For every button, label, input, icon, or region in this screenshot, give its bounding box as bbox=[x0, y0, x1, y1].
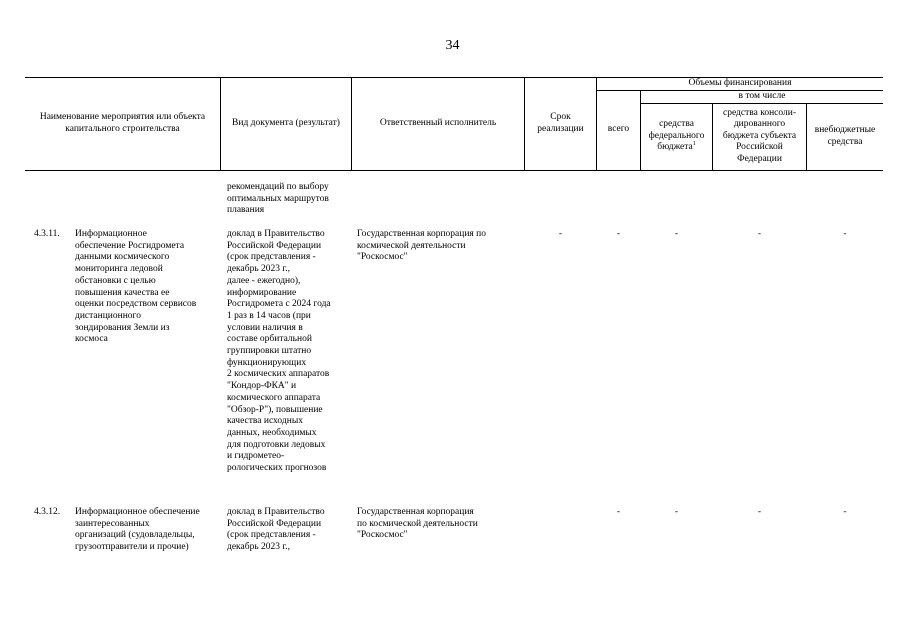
header-funding-cell bbox=[597, 77, 883, 90]
row-4-3-12-regional: - bbox=[757, 507, 762, 517]
header-regional-cell bbox=[713, 103, 806, 170]
header-term: Срок реализации bbox=[537, 112, 584, 134]
row-4-3-11-regional: - bbox=[757, 229, 762, 239]
header-term-cell bbox=[525, 77, 596, 170]
row-4-3-11-extra: - bbox=[843, 229, 847, 239]
header-doc: Вид документа (результат) bbox=[232, 117, 340, 128]
header-total-cell bbox=[597, 90, 640, 170]
row-4-3-11-name: Информационное обеспечение Росгидромета данными космического мониторинга ледовой обстановки с целью повышения качества ее оценки посредством сервисов дистанционного зондирования Земли из космоса bbox=[75, 229, 197, 345]
continuation-doc: рекомендаций по выбору оптимальных маршрутов плавания bbox=[227, 182, 329, 216]
header-federal: средства федерального бюджета$^1$ bbox=[648, 119, 705, 153]
page-number: 34 bbox=[445, 38, 460, 53]
header-incl: в том числе bbox=[738, 90, 786, 101]
row-4-3-12-exec: Государственная корпорация по космической деятельности "Роскосмос" bbox=[357, 507, 478, 541]
header-exec: Ответственный исполнитель bbox=[379, 117, 497, 128]
row-4-3-11-federal: - bbox=[674, 229, 679, 239]
header-funding-title: Объемы финансирования bbox=[688, 77, 792, 88]
header-bottom-border bbox=[25, 170, 883, 171]
row-4-3-12-doc: доклад в Правительство Российской Федерации (срок представления - декабрь 2023 г., bbox=[227, 507, 325, 553]
row-4-3-11-number: 4.3.11. bbox=[34, 229, 60, 239]
header-extra-cell bbox=[807, 103, 883, 170]
row-4-3-11-doc: доклад в Правительство Российской Федерации (срок представления - декабрь 2023 г., далее - ежегодно), информирование Росгидромета с 2024 года 1 раз в 14 часов (при условии наличия в составе орбитальной группировки штатно функционирующих 2 космических аппаратов "Кондор-ФКА" и космического аппарата "Обзор-Р"), повышение качества исходных данных, необходимых для подготовки ледовых и гидрометео- рологических прогнозов bbox=[227, 229, 331, 474]
header-regional: средства консоли-дированного бюджета субъекта Российской Федерации bbox=[722, 107, 797, 164]
row-4-3-11-total: - bbox=[616, 229, 621, 239]
header-total: всего bbox=[607, 124, 630, 135]
row-4-3-12-federal: - bbox=[674, 507, 679, 517]
header-incl-cell bbox=[641, 90, 883, 103]
row-4-3-11-term: - bbox=[558, 229, 563, 239]
header-name: Наименование мероприятия или объекта капитального строительства bbox=[39, 112, 206, 134]
row-4-3-12-total: - bbox=[616, 507, 621, 517]
row-4-3-12-number: 4.3.12. bbox=[34, 507, 61, 517]
header-federal-cell bbox=[641, 103, 712, 170]
header-doc-cell bbox=[221, 77, 351, 170]
row-4-3-12-extra: - bbox=[843, 507, 847, 517]
row-4-3-12-name: Информационное обеспечение заинтересованных организаций (судовладельцы, грузоотправители и прочие) bbox=[75, 507, 200, 553]
header-name-cell bbox=[25, 77, 220, 170]
header-extra: внебюджетные средства bbox=[814, 125, 876, 147]
footnote-ref: 1 bbox=[692, 141, 696, 148]
row-4-3-11-exec: Государственная корпорация по космической деятельности "Роскосмос" bbox=[357, 229, 487, 263]
header-exec-cell bbox=[352, 77, 524, 170]
